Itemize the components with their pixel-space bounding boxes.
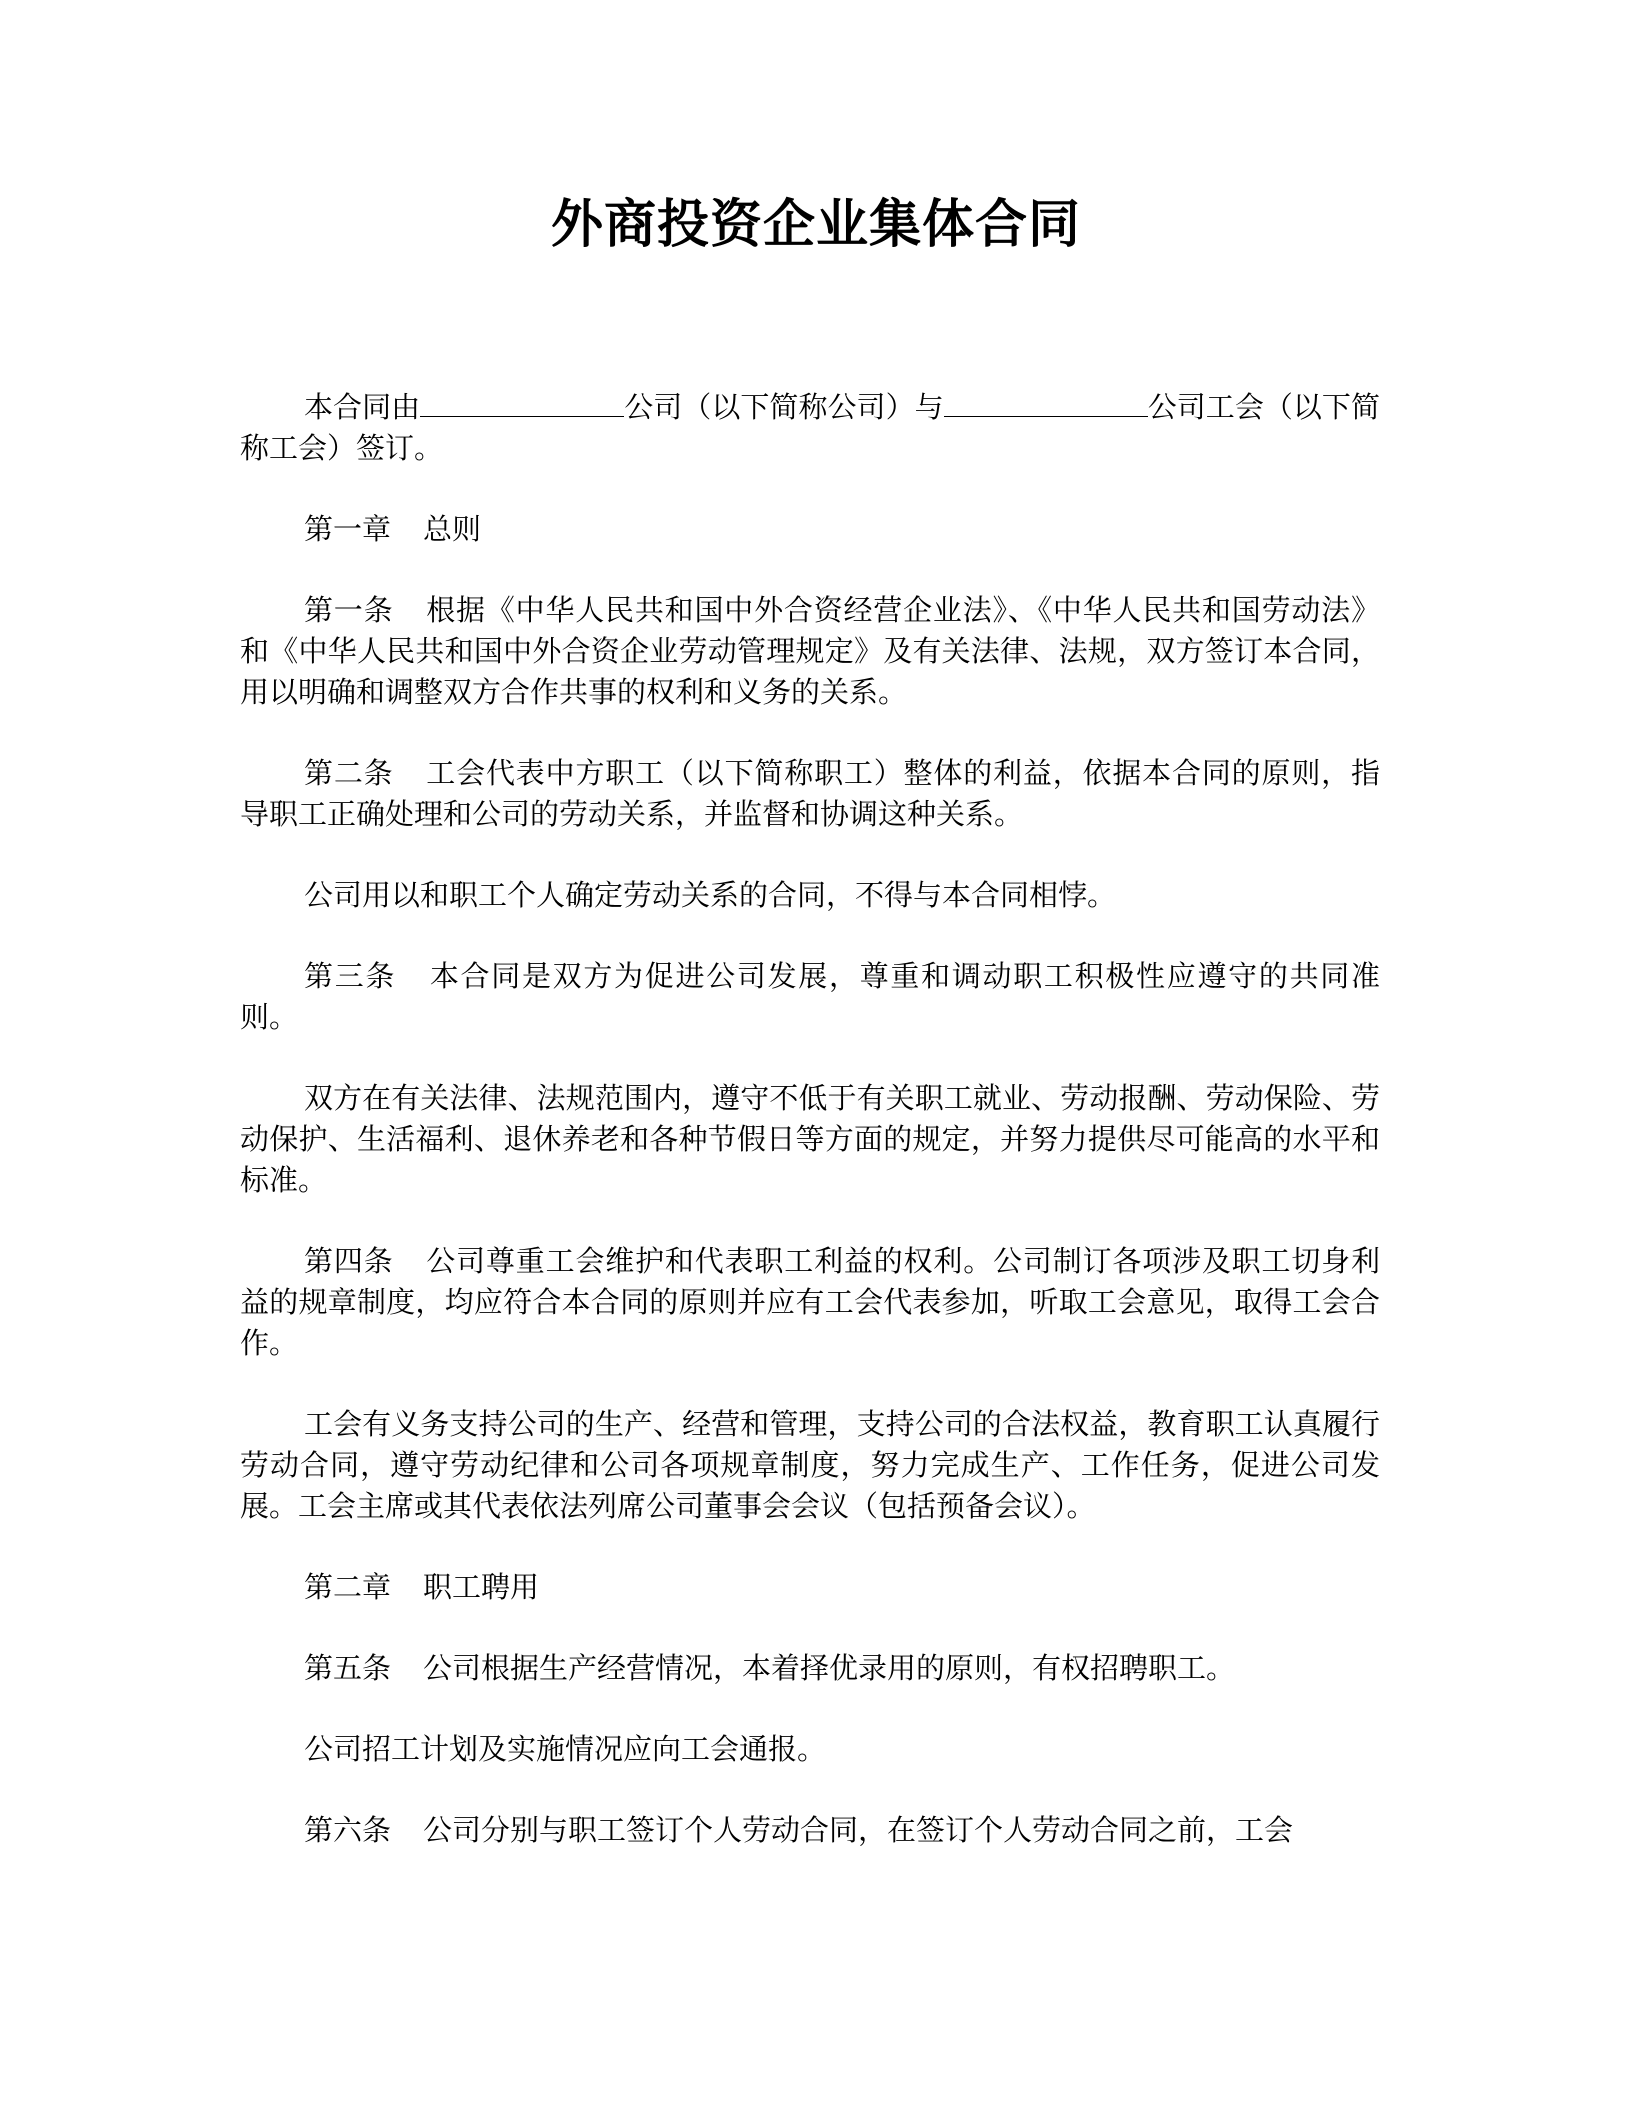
article-text: 工会代表中方职工（以下简称职工）整体的利益，依据本合同的原则，指导职工正确处理和公司的劳动关系，并监督和协调这种关系。 <box>240 756 1380 831</box>
article-text: 公司根据生产经营情况，本着择优录用的原则，有权招聘职工。 <box>423 1651 1236 1685</box>
article-1 <box>240 590 1380 713</box>
chapter-number: 第一章 <box>304 512 392 546</box>
article-5-paragraph-2: 公司招工计划及实施情况应向工会通报。 <box>304 1732 827 1766</box>
article-3-paragraph-2: 双方在有关法律、法规范围内，遵守不低于有关职工就业、劳动报酬、劳动保险、劳动保护、生活福利、退休养老和各种节假日等方面的规定，并努力提供尽可能高的水平和标准。 <box>240 1081 1380 1197</box>
article-6 <box>240 1810 1380 1851</box>
article-text: 根据《中华人民共和国中外合资经营企业法》、《中华人民共和国劳动法》和《中华人民共和国中外合资企业劳动管理规定》及有关法律、法规，双方签订本合同，用以明确和调整双方合作共事的权利和义务的关系。 <box>240 593 1380 709</box>
chapter-name: 总则 <box>423 512 482 546</box>
article-number: 第三条 <box>304 959 397 993</box>
intro-text-2: 公司（以下简称公司）与 <box>624 390 944 424</box>
article-number: 第二条 <box>304 756 394 790</box>
intro-text-1: 本合同由 <box>304 390 421 424</box>
article-2-paragraph-2: 公司用以和职工个人确定劳动关系的合同，不得与本合同相悖。 <box>304 878 1117 912</box>
article-4 <box>240 1241 1380 1364</box>
chapter-number: 第二章 <box>304 1570 392 1604</box>
document-body <box>240 386 1380 1891</box>
company-name-blank <box>420 386 624 417</box>
intro-paragraph <box>240 386 1380 469</box>
article-number: 第五条 <box>304 1651 392 1685</box>
chapter-1-heading <box>240 509 1380 550</box>
chapter-2-heading <box>240 1567 1380 1608</box>
article-4-paragraph-2: 工会有义务支持公司的生产、经营和管理，支持公司的合法权益，教育职工认真履行劳动合同，遵守劳动纪律和公司各项规章制度，努力完成生产、工作任务，促进公司发展。工会主席或其代表依法列席公司董事会会议（包括预备会议）。 <box>240 1407 1380 1523</box>
intro-text-3: 公司工会（以下简称工会）签订。 <box>240 390 1380 465</box>
union-name-blank <box>944 386 1148 417</box>
article-text: 公司尊重工会维护和代表职工利益的权利。公司制订各项涉及职工切身利益的规章制度，均应符合本合同的原则并应有工会代表参加，听取工会意见，取得工会合作。 <box>240 1244 1380 1360</box>
article-number: 第一条 <box>304 593 394 627</box>
article-number: 第四条 <box>304 1244 394 1278</box>
article-number: 第六条 <box>304 1813 392 1847</box>
document-title: 外商投资企业集体合同 <box>550 195 1081 255</box>
article-2 <box>240 753 1380 835</box>
article-3 <box>240 956 1380 1038</box>
chapter-name: 职工聘用 <box>423 1570 540 1604</box>
article-5 <box>240 1648 1380 1689</box>
article-text: 本合同是双方为促进公司发展，尊重和调动职工积极性应遵守的共同准则。 <box>240 959 1380 1034</box>
article-text: 公司分别与职工签订个人劳动合同，在签订个人劳动合同之前，工会 <box>423 1813 1294 1847</box>
